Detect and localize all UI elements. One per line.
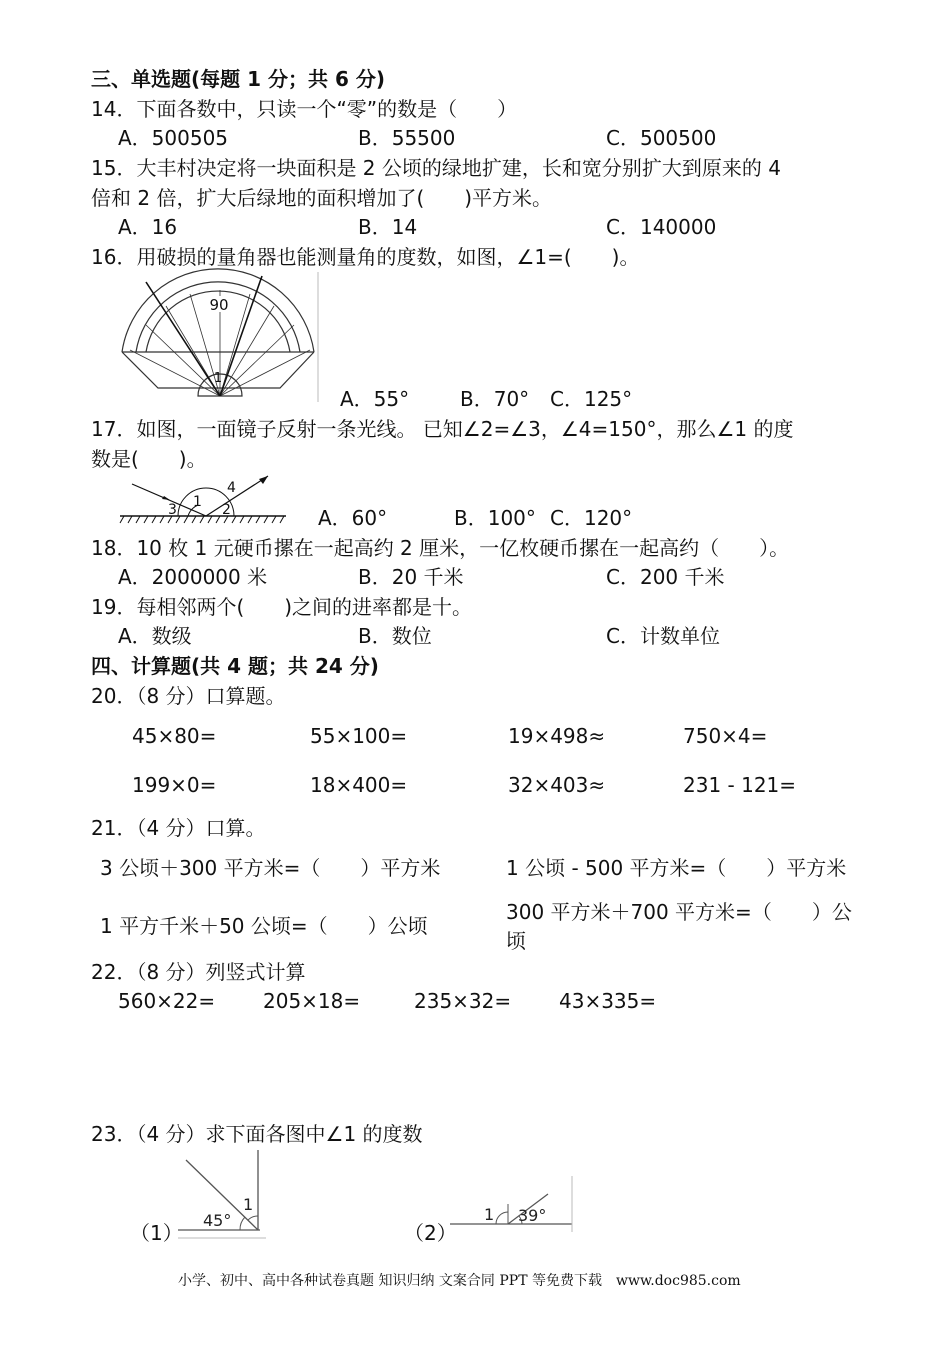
q20-item: 231 - 121=: [683, 773, 797, 797]
q18-option-a[interactable]: A．2000000 米: [118, 565, 268, 589]
q15-option-b[interactable]: B．14: [358, 215, 418, 239]
q20-item: 45×80=: [132, 724, 217, 748]
q23-part-1-label: （1）: [130, 1221, 183, 1245]
q21-item-4-line2: 顷: [506, 929, 526, 953]
q16-option-b[interactable]: B．70°: [460, 387, 530, 411]
q17-stem-line2: 数是( )。: [91, 447, 207, 471]
mirror-angle-2-label: 2: [222, 502, 231, 518]
q16-option-c[interactable]: C．125°: [550, 387, 633, 411]
q23-part-2-label: （2）: [404, 1221, 457, 1245]
q21-item-1: 3 公顷＋300 平方米=（ ）平方米: [100, 856, 441, 880]
protractor-90-label: 90: [209, 296, 229, 314]
q18-stem: 18．10 枚 1 元硬币摞在一起高约 2 厘米，一亿枚硬币摞在一起高约（ ）。: [91, 536, 790, 560]
q16-option-a[interactable]: A．55°: [340, 387, 410, 411]
q14-option-a[interactable]: A．500505: [118, 126, 229, 150]
q19-stem: 19．每相邻两个( )之间的进率都是十。: [91, 595, 473, 619]
fig1-angle-label: 45°: [203, 1211, 232, 1230]
protractor-figure: [118, 270, 320, 402]
fig2-angle-label: 39°: [518, 1206, 547, 1225]
q22-item: 235×32=: [414, 989, 512, 1013]
mirror-angle-3-label: 3: [168, 502, 177, 518]
q21-item-3: 1 平方千米＋50 公顷=（ ）公顷: [100, 914, 428, 938]
q19-option-a[interactable]: A．数级: [118, 624, 192, 648]
protractor-angle-1-label: 1: [213, 371, 223, 386]
q14-stem: 14．下面各数中，只读一个“零”的数是（ ）: [91, 97, 518, 121]
q22-item: 43×335=: [559, 989, 657, 1013]
q22-stem: 22．（8 分）列竖式计算: [91, 960, 306, 984]
q21-item-4-line1: 300 平方米＋700 平方米=（ ）公: [506, 900, 852, 924]
q23-figure-1: [176, 1146, 268, 1242]
q22-item: 205×18=: [263, 989, 361, 1013]
q20-item: 18×400=: [310, 773, 408, 797]
q20-item: 19×498≈: [508, 724, 606, 748]
q20-item: 55×100=: [310, 724, 408, 748]
fig1-angle-1-label: 1: [243, 1195, 254, 1214]
mirror-reflection-figure: [118, 472, 288, 528]
q23-figure-2: [448, 1174, 576, 1234]
q18-option-c[interactable]: C．200 千米: [606, 565, 725, 589]
q20-item: 750×4=: [683, 724, 768, 748]
section3-heading: 三、单选题(每题 1 分；共 6 分): [91, 67, 385, 91]
q21-item-2: 1 公顷 - 500 平方米=（ ）平方米: [506, 856, 847, 880]
section4-heading: 四、计算题(共 4 题；共 24 分): [91, 654, 379, 678]
q14-option-c[interactable]: C．500500: [606, 126, 717, 150]
mirror-angle-4-label: 4: [227, 480, 236, 496]
footer-text: 小学、初中、高中各种试卷真题 知识归纳 文案合同 PPT 等免费下载 www.doc985.com: [178, 1273, 741, 1289]
q23-stem: 23．（4 分）求下面各图中∠1 的度数: [91, 1122, 423, 1146]
q20-item: 32×403≈: [508, 773, 606, 797]
q17-option-b[interactable]: B．100°: [454, 506, 536, 530]
fig2-angle-1-label: 1: [484, 1205, 495, 1224]
q20-item: 199×0=: [132, 773, 217, 797]
q14-option-b[interactable]: B．55500: [358, 126, 456, 150]
q17-option-c[interactable]: C．120°: [550, 506, 633, 530]
q21-stem: 21．（4 分）口算。: [91, 816, 266, 840]
q18-option-b[interactable]: B．20 千米: [358, 565, 464, 589]
mirror-angle-1-label: 1: [193, 494, 202, 510]
q22-item: 560×22=: [118, 989, 216, 1013]
q16-stem: 16．用破损的量角器也能测量角的度数，如图，∠1=( )。: [91, 245, 640, 269]
q17-stem-line1: 17．如图，一面镜子反射一条光线。 已知∠2=∠3，∠4=150°，那么∠1 的度: [91, 417, 794, 441]
q17-option-a[interactable]: A．60°: [318, 506, 388, 530]
q15-stem-line2: 倍和 2 倍，扩大后绿地的面积增加了( )平方米。: [91, 186, 553, 210]
q20-stem: 20．（8 分）口算题。: [91, 684, 286, 708]
q15-option-a[interactable]: A．16: [118, 215, 178, 239]
q19-option-c[interactable]: C．计数单位: [606, 624, 720, 648]
q15-stem-line1: 15．大丰村决定将一块面积是 2 公顷的绿地扩建，长和宽分别扩大到原来的 4: [91, 156, 781, 180]
q15-option-c[interactable]: C．140000: [606, 215, 717, 239]
q19-option-b[interactable]: B．数位: [358, 624, 432, 648]
